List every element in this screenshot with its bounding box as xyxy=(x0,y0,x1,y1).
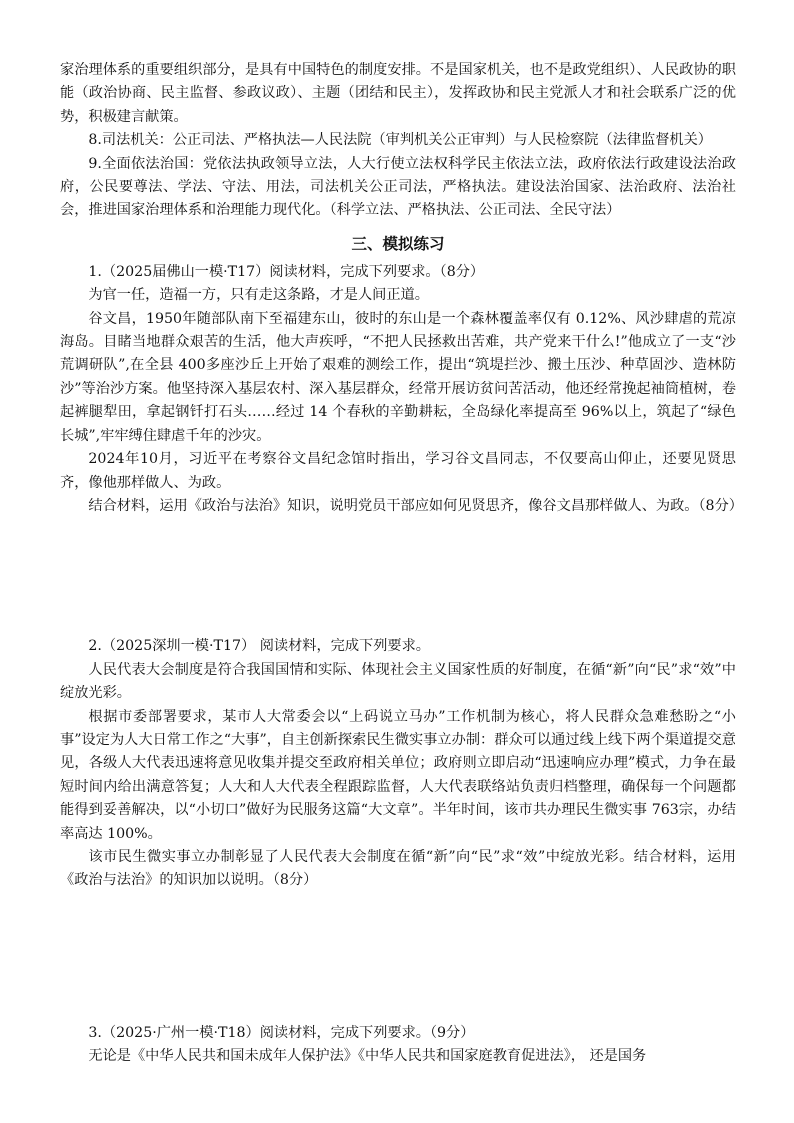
question-1-paragraph: 2024年10月，习近平在考察谷文昌纪念馆时指出，学习谷文昌同志，不仅要高山仰止，还要见贤思齐，像他那样做人、为政。 xyxy=(60,451,736,491)
answer-space xyxy=(60,893,736,1022)
question-1-paragraph: 谷文昌，1950年随部队南下至福建东山，彼时的东山是一个森林覆盖率仅有 0.12%、风沙肆虐的荒凉海岛。目睹当地群众艰苦的生活，他大声疾呼，“不把人民拯救出苦难，共产党来干什么!”他成立了一支“沙荒调研队”,在全县 400多座沙丘上开始了艰难的测绘工作，提出“筑堤拦沙、搬土压沙、种草固沙、造林防沙”等治沙方案。他坚持深入基层农村、深入基层群众，经常开展访贫问苦活动，他还经常挽起袖筒植树，卷起裤腿犁田，拿起钢钎打石头……经过 14 个春秋的辛勤耕耘，全岛绿化率提高至 96%以上，筑起了“绿色长城”,牢牢缚住肆虐千年的沙灾。 xyxy=(60,310,736,444)
question-1-heading: 1.（2025届佛山一模·T17）阅读材料，完成下列要求。（8分） xyxy=(88,263,485,280)
question-3-paragraph: 无论是《中华人民共和国未成年人保护法》《中华人民共和国家庭教育促进法》， 还是国务 xyxy=(88,1048,647,1065)
point-9-rule-of-law: 9.全面依法治国：党依法执政领导立法，人大行使立法权科学民主依法立法，政府依法行政建设法治政府，公民要尊法、学法、守法、用法，司法机关公正司法，严格执法。建设法治国家、法治政府、法治社会，推进国家治理体系和治理能力现代化。（科学立法、严格执法、公正司法、全民守法） xyxy=(60,155,736,219)
question-3-heading: 3.（2025·广州一模·T18）阅读材料，完成下列要求。（9分） xyxy=(88,1024,475,1041)
question-1-prompt: 结合材料，运用《政治与法治》知识，说明党员干部应如何见贤思齐，像谷文昌那样做人、为政。（8分） xyxy=(88,497,743,514)
question-2-paragraph: 根据市委部署要求，某市人大常委会以“上码说立马办”工作机制为核心，将人民群众急难愁盼之“小事”设定为人大日常工作之“大事”，自主创新探索民生微实事立办制：群众可以通过线上线下两个渠道提交意见，各级人大代表迅速将意见收集并提交至政府相关单位；政府则立即启动“迅速响应办理”模式，力争在最短时间内给出满意答复；人大和人大代表全程跟踪监督，人大代表联络站负责归档整理，确保每一个问题都能得到妥善解决，以“小切口”做好为民服务这篇“大文章”。半年时间，该市共办理民生微实事 763宗，办结率高达 100%。 xyxy=(60,708,736,842)
answer-space xyxy=(60,518,736,635)
question-2-heading: 2.（2025深圳一模·T17） 阅读材料，完成下列要求。 xyxy=(88,638,430,655)
document-body xyxy=(60,59,743,1069)
question-2-prompt: 该市民生微实事立办制彰显了人民代表大会制度在循“新”向“民”求“效”中绽放光彩。结合材料，运用《政治与法治》的知识加以说明。（8分） xyxy=(60,848,736,889)
question-2-paragraph: 人民代表大会制度是符合我国国情和实际、体现社会主义国家性质的好制度，在循“新”向“民”求“效”中绽放光彩。 xyxy=(60,661,736,702)
point-8-judicial-organs: 8.司法机关：公正司法、严格执法—人民法院（审判机关公正审判）与人民检察院（法律监督机关） xyxy=(88,132,712,149)
question-1-paragraph: 为官一任，造福一方，只有走这条路，才是人间正道。 xyxy=(88,287,429,304)
intro-paragraph-continued: 家治理体系的重要组织部分，是具有中国特色的制度安排。不是国家机关，也不是政党组织）、人民政协的职能（政治协商、民主监督、参政议政）、主题（团结和民主），发挥政协和民主党派人才和社会联系广泛的优势，积极建言献策。 xyxy=(60,62,736,125)
section-title: 三、模拟练习 xyxy=(351,234,445,253)
